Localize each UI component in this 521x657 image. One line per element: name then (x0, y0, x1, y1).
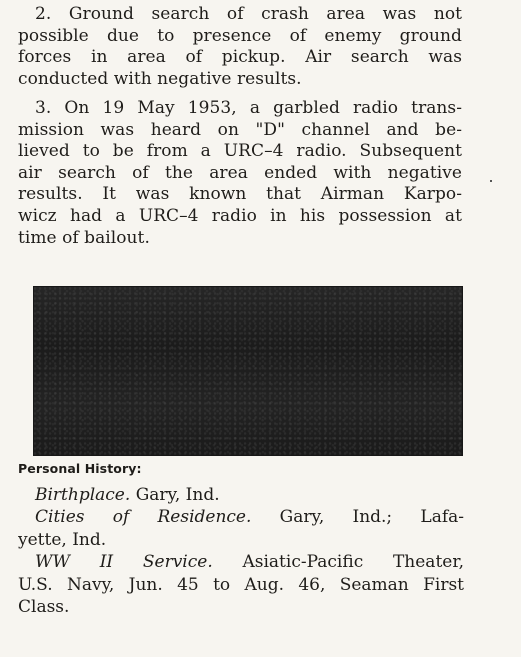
birthplace-line (18, 484, 464, 506)
personal-history-heading: Personal History: (18, 461, 142, 476)
service-continuation: U.S. Navy, Jun. 45 to Aug. 46, Seaman First (18, 574, 464, 595)
paragraph-ground-search (18, 4, 462, 90)
text-line: forces in area of pickup. Air search was (18, 47, 462, 68)
text-line: results. It was known that Airman Karpo- (18, 184, 462, 205)
service-continuation-end: Class. (18, 597, 70, 618)
text-line: 2. Ground search of crash area was not (35, 4, 462, 24)
residence-label: Cities of Residence. (35, 507, 252, 528)
text-line: wicz had a URC–4 radio in his possession at (18, 205, 462, 226)
text-line: air search of the area ended with negative (18, 162, 462, 183)
personal-history-block (18, 484, 464, 618)
service-line (18, 551, 464, 573)
text-line: time of bailout. (18, 227, 150, 248)
birthplace-value: Gary, Ind. (135, 485, 220, 505)
residence-continuation: yette, Ind. (18, 529, 107, 550)
text-line: possible due to presence of enemy ground (18, 25, 462, 46)
text-line: conducted with negative results. (18, 68, 302, 89)
text-line: lieved to be from a URC–4 radio. Subsequent (18, 141, 462, 162)
service-value: Asiatic-Pacific Theater, (242, 552, 464, 573)
text-line: mission was heard on "D" channel and be- (18, 119, 462, 140)
residence-line (18, 506, 464, 528)
scan-speck (490, 180, 492, 182)
service-label: WW II Service. (35, 552, 213, 573)
residence-value: Gary, Ind.; Lafa- (279, 507, 464, 528)
paragraph-radio-transmission (18, 98, 462, 249)
redaction-block (34, 287, 462, 455)
text-line: 3. On 19 May 1953, a garbled radio trans- (35, 98, 462, 118)
birthplace-label: Birthplace. (35, 485, 131, 505)
